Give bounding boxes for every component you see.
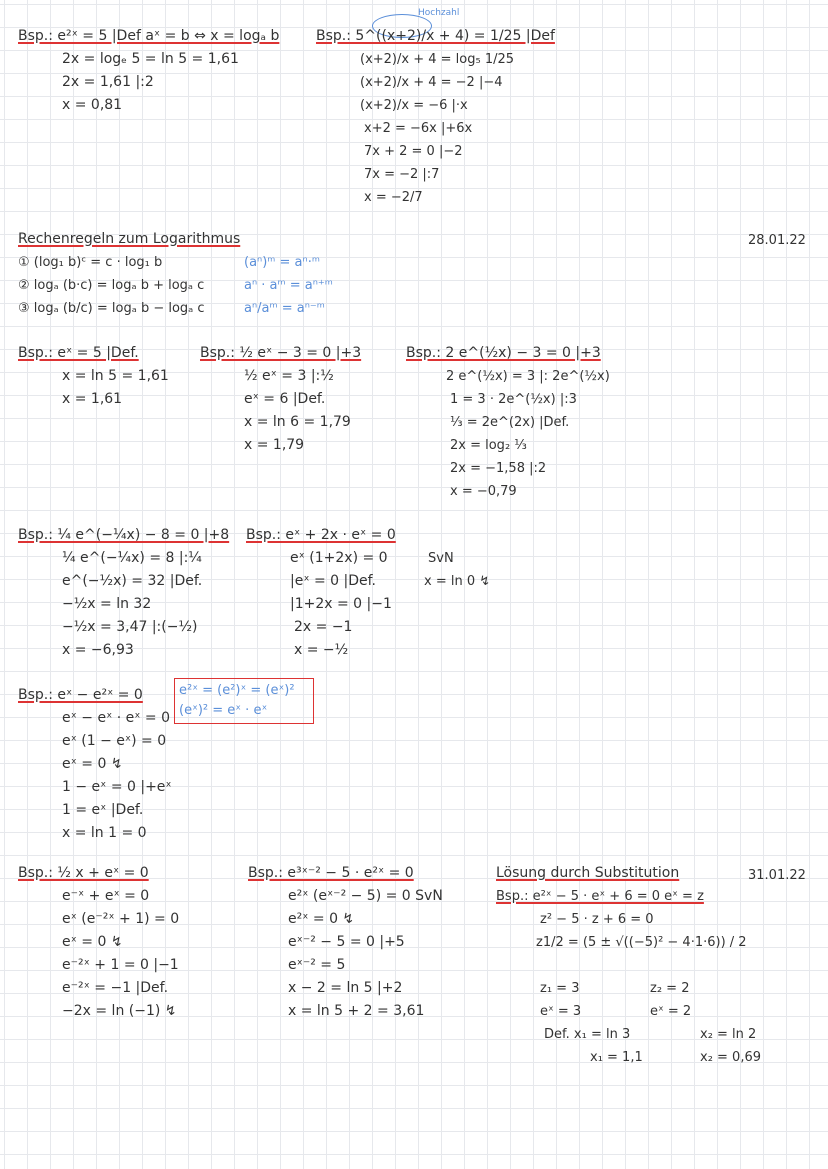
power-rule-item: (aⁿ)ᵐ = aⁿ·ᵐ [244, 255, 320, 270]
equation-line: x = −6,93 [62, 642, 134, 658]
equation-line: x = 1,79 [244, 437, 305, 453]
equation-line: Bsp.: ¼ e^(−¼x) − 8 = 0 |+8 [18, 527, 230, 543]
log-rule-item: ② logₐ (b·c) = logₐ b + logₐ c [18, 278, 205, 293]
equation-line: Bsp.: e²ˣ = 5 |Def aˣ = b ⇔ x = logₐ b [18, 28, 280, 44]
example-block-11 [496, 885, 747, 954]
power-identity-box [174, 678, 314, 724]
example-block-8 [18, 684, 172, 845]
identity-line: e²ˣ = (e²)ˣ = (eˣ)² [179, 683, 295, 698]
identity-line: (eˣ)² = eˣ · eˣ [179, 703, 268, 718]
equation-line: ¼ e^(−¼x) = 8 |:¼ [62, 550, 202, 566]
equation-line: Bsp.: e³ˣ⁻² − 5 · e²ˣ = 0 [248, 865, 414, 881]
example-block-9 [18, 862, 179, 1023]
equation-line: e^(−½x) = 32 |Def. [62, 573, 203, 589]
substitution-results-left [540, 977, 643, 1069]
equation-line: 2x = −1 [294, 619, 353, 635]
equation-line: (x+2)/x + 4 = −2 |−4 [360, 75, 503, 90]
equation-line: 2x = log₂ ⅓ [450, 438, 527, 453]
equation-line: x = 1,61 [62, 391, 123, 407]
equation-line: z² − 5 · z + 6 = 0 [540, 912, 654, 927]
equation-line: e²ˣ = 0 ↯ [288, 911, 355, 927]
equation-line: 7x = −2 |:7 [364, 167, 440, 182]
equation-line: 2x = logₑ 5 = ln 5 = 1,61 [62, 51, 239, 67]
example-block-7-side [424, 547, 490, 593]
power-rule-item: aⁿ · aᵐ = aⁿ⁺ᵐ [244, 278, 333, 293]
result-line: x₁ = 1,1 [590, 1050, 643, 1065]
power-rules-list [244, 251, 333, 320]
equation-line: x+2 = −6x |+6x [364, 121, 473, 136]
equation-line: eˣ = 0 ↯ [62, 934, 123, 950]
exponent-note: Hochzahl [418, 8, 460, 18]
equation-line: |eˣ = 0 |Def. [290, 573, 377, 589]
equation-line: 2 e^(½x) = 3 |: 2e^(½x) [446, 369, 610, 384]
rules-title: Rechenregeln zum Logarithmus [18, 231, 241, 247]
example-block-5 [406, 342, 610, 503]
substitution-results-right [650, 977, 761, 1069]
equation-line: z1/2 = (5 ± √((−5)² − 4·1·6)) / 2 [536, 935, 747, 950]
equation-line: e⁻ˣ + eˣ = 0 [62, 888, 150, 904]
equation-line: x = −½ [294, 642, 349, 658]
equation-line: x = −2/7 [364, 190, 423, 205]
date-label-second: 31.01.22 [748, 868, 806, 883]
equation-line: eˣ (1 − eˣ) = 0 [62, 733, 167, 749]
equation-line: Bsp.: eˣ − e²ˣ = 0 [18, 687, 143, 703]
equation-line: Bsp.: eˣ + 2x · eˣ = 0 [246, 527, 396, 543]
equation-line: Bsp.: 5^((x+2)/x + 4) = 1/25 |Def [316, 28, 555, 44]
equation-line: x = −0,79 [450, 484, 517, 499]
result-line: x₂ = ln 2 [700, 1027, 757, 1042]
equation-line: eˣ − eˣ · eˣ = 0 [62, 710, 171, 726]
equation-line: ⅓ = 2e^(2x) |Def. [450, 415, 570, 430]
equation-line: 7x + 2 = 0 |−2 [364, 144, 463, 159]
equation-line: 1 = 3 · 2e^(½x) |:3 [450, 392, 577, 407]
example-block-10 [248, 862, 443, 1023]
example-block-4 [200, 342, 361, 457]
equation-line: (x+2)/x = −6 |·x [360, 98, 468, 113]
equation-line: e²ˣ (eˣ⁻² − 5) = 0 SvN [288, 888, 443, 904]
log-rules-list [18, 251, 205, 320]
equation-line: 2x = 1,61 |:2 [62, 74, 154, 90]
equation-line: x = ln 5 + 2 = 3,61 [288, 1003, 425, 1019]
result-line: eˣ = 2 [650, 1004, 692, 1019]
example-block-1 [18, 25, 279, 117]
example-block-6 [18, 524, 229, 662]
result-line: z₁ = 3 [540, 981, 580, 996]
substitution-title: Lösung durch Substitution [496, 865, 680, 881]
result-line: eˣ = 3 [540, 1004, 582, 1019]
equation-line: eˣ = 6 |Def. [244, 391, 326, 407]
equation-line: Bsp.: ½ x + eˣ = 0 [18, 865, 149, 881]
equation-line: e⁻²ˣ = −1 |Def. [62, 980, 169, 996]
power-rule-item: aⁿ/aᵐ = aⁿ⁻ᵐ [244, 301, 325, 316]
equation-line: x = 0,81 [62, 97, 123, 113]
equation-line: |1+2x = 0 |−1 [290, 596, 392, 612]
side-note: SvN [428, 551, 454, 566]
equation-line: −2x = ln (−1) ↯ [62, 1003, 177, 1019]
example-block-2 [316, 25, 555, 209]
equation-line: x = ln 5 = 1,61 [62, 368, 169, 384]
equation-line: Bsp.: 2 e^(½x) − 3 = 0 |+3 [406, 345, 601, 361]
example-block-3 [18, 342, 169, 411]
side-note: x = ln 0 ↯ [424, 574, 491, 589]
equation-line: −½x = 3,47 |:(−½) [62, 619, 198, 635]
equation-line: eˣ (e⁻²ˣ + 1) = 0 [62, 911, 180, 927]
equation-line: 1 = eˣ |Def. [62, 802, 144, 818]
equation-line: Bsp.: ½ eˣ − 3 = 0 |+3 [200, 345, 362, 361]
equation-line: eˣ⁻² = 5 [288, 957, 346, 973]
equation-line: eˣ (1+2x) = 0 [290, 550, 388, 566]
date-label-first: 28.01.22 [748, 233, 806, 248]
equation-line: eˣ⁻² − 5 = 0 |+5 [288, 934, 405, 950]
equation-line: 1 − eˣ = 0 |+eˣ [62, 779, 172, 795]
example-block-7 [246, 524, 396, 662]
equation-line: Bsp.: eˣ = 5 |Def. [18, 345, 139, 361]
equation-line: eˣ = 0 ↯ [62, 756, 123, 772]
log-rule-item: ③ logₐ (b/c) = logₐ b − logₐ c [18, 301, 205, 316]
equation-line: x − 2 = ln 5 |+2 [288, 980, 403, 996]
result-line: x₂ = 0,69 [700, 1050, 762, 1065]
log-rule-item: ① (log₁ b)ᶜ = c · log₁ b [18, 255, 163, 270]
equation-line: ½ eˣ = 3 |:½ [244, 368, 334, 384]
result-line: Def. x₁ = ln 3 [544, 1027, 631, 1042]
equation-line: (x+2)/x + 4 = log₅ 1/25 [360, 52, 515, 67]
equation-line: x = ln 6 = 1,79 [244, 414, 351, 430]
result-line: z₂ = 2 [650, 981, 690, 996]
equation-line: x = ln 1 = 0 [62, 825, 147, 841]
equation-line: Bsp.: e²ˣ − 5 · eˣ + 6 = 0 eˣ = z [496, 889, 704, 904]
equation-line: 2x = −1,58 |:2 [450, 461, 547, 476]
equation-line: −½x = ln 32 [62, 596, 152, 612]
equation-line: e⁻²ˣ + 1 = 0 |−1 [62, 957, 179, 973]
